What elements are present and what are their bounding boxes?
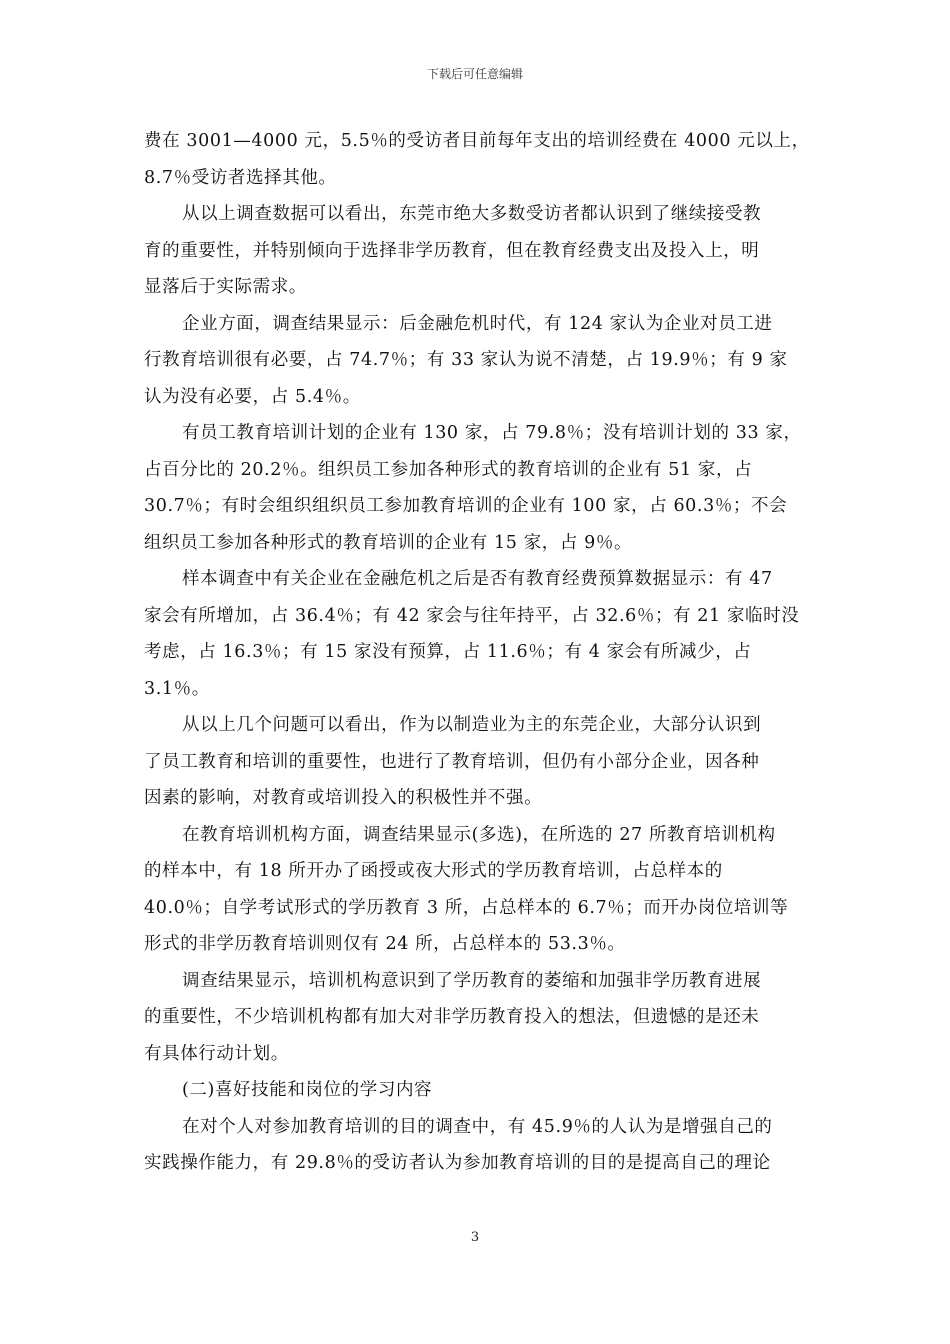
text-line: 8.7％受访者选择其他。 bbox=[144, 167, 337, 188]
page-number: 3 bbox=[470, 1230, 480, 1245]
text-line: 样本调查中有关企业在金融危机之后是否有教育经费预算数据显示：有 47 bbox=[182, 569, 773, 589]
text-line: 在教育培训机构方面，调查结果显示(多选)，在所选的 27 所教育培训机构 bbox=[182, 824, 776, 845]
text-line: (二)喜好技能和岗位的学习内容 bbox=[182, 1080, 433, 1100]
text-line: 有员工教育培训计划的企业有 130 家，占 79.8％；没有培训计划的 33 家， bbox=[182, 423, 802, 443]
document-body bbox=[144, 123, 812, 1182]
text-line: 在对个人对参加教育培训的目的调查中，有 45.9％的人认为是增强自己的 bbox=[182, 1116, 773, 1137]
text-line: 的样本中，有 18 所开办了函授或夜大形式的学历教育培训，占总样本的 bbox=[144, 861, 723, 881]
page-header: 下载后可任意编辑 bbox=[426, 67, 523, 81]
text-line: 因素的影响，对教育或培训投入的积极性并不强。 bbox=[144, 788, 543, 808]
text-line: 组织员工参加各种形式的教育培训的企业有 15 家，占 9％。 bbox=[144, 532, 633, 553]
text-line: 实践操作能力，有 29.8％的受访者认为参加教育培训的目的是提高自己的理论 bbox=[144, 1153, 771, 1173]
text-line: 3.1％。 bbox=[144, 678, 210, 699]
text-line: 从以上几个问题可以看出，作为以制造业为主的东莞企业，大部分认识到 bbox=[182, 715, 762, 735]
text-line: 调查结果显示，培训机构意识到了学历教育的萎缩和加强非学历教育进展 bbox=[182, 970, 762, 991]
text-line: 占百分比的 20.2％。组织员工参加各种形式的教育培训的企业有 51 家，占 bbox=[144, 459, 753, 480]
text-line: 40.0％；自学考试形式的学历教育 3 所，占总样本的 6.7％；而开办岗位培训等 bbox=[144, 897, 789, 918]
text-line: 30.7％；有时会组织组织员工参加教育培训的企业有 100 家，占 60.3％；不会 bbox=[144, 496, 788, 516]
text-line: 行教育培训很有必要，占 74.7％；有 33 家认为说不清楚，占 19.9％；有 9 家 bbox=[144, 350, 788, 370]
text-line: 育的重要性，并特别倾向于选择非学历教育，但在教育经费支出及投入上，明 bbox=[144, 240, 760, 261]
text-line: 考虑，占 16.3％；有 15 家没有预算，占 11.6％；有 4 家会有所减少，占 bbox=[144, 642, 752, 662]
text-line: 形式的非学历教育培训则仅有 24 所，占总样本的 53.3％。 bbox=[144, 934, 626, 954]
text-line: 的重要性，不少培训机构都有加大对非学历教育投入的想法，但遗憾的是还未 bbox=[144, 1007, 760, 1027]
text-line: 了员工教育和培训的重要性，也进行了教育培训，但仍有小部分企业，因各种 bbox=[144, 751, 760, 772]
text-line: 家会有所增加，占 36.4％；有 42 家会与往年持平，占 32.6％；有 21 家临时没 bbox=[144, 605, 800, 626]
text-line: 企业方面，调查结果显示：后金融危机时代，有 124 家认为企业对员工进 bbox=[182, 313, 773, 334]
text-line: 费在 3001—4000 元，5.5％的受访者目前每年支出的培训经费在 4000 元以上， bbox=[144, 131, 810, 151]
text-line: 显落后于实际需求。 bbox=[144, 277, 307, 297]
text-line: 认为没有必要，占 5.4％。 bbox=[144, 386, 361, 407]
text-line: 有具体行动计划。 bbox=[144, 1043, 289, 1064]
text-line: 从以上调查数据可以看出，东莞市绝大多数受访者都认识到了继续接受教 bbox=[182, 204, 762, 224]
